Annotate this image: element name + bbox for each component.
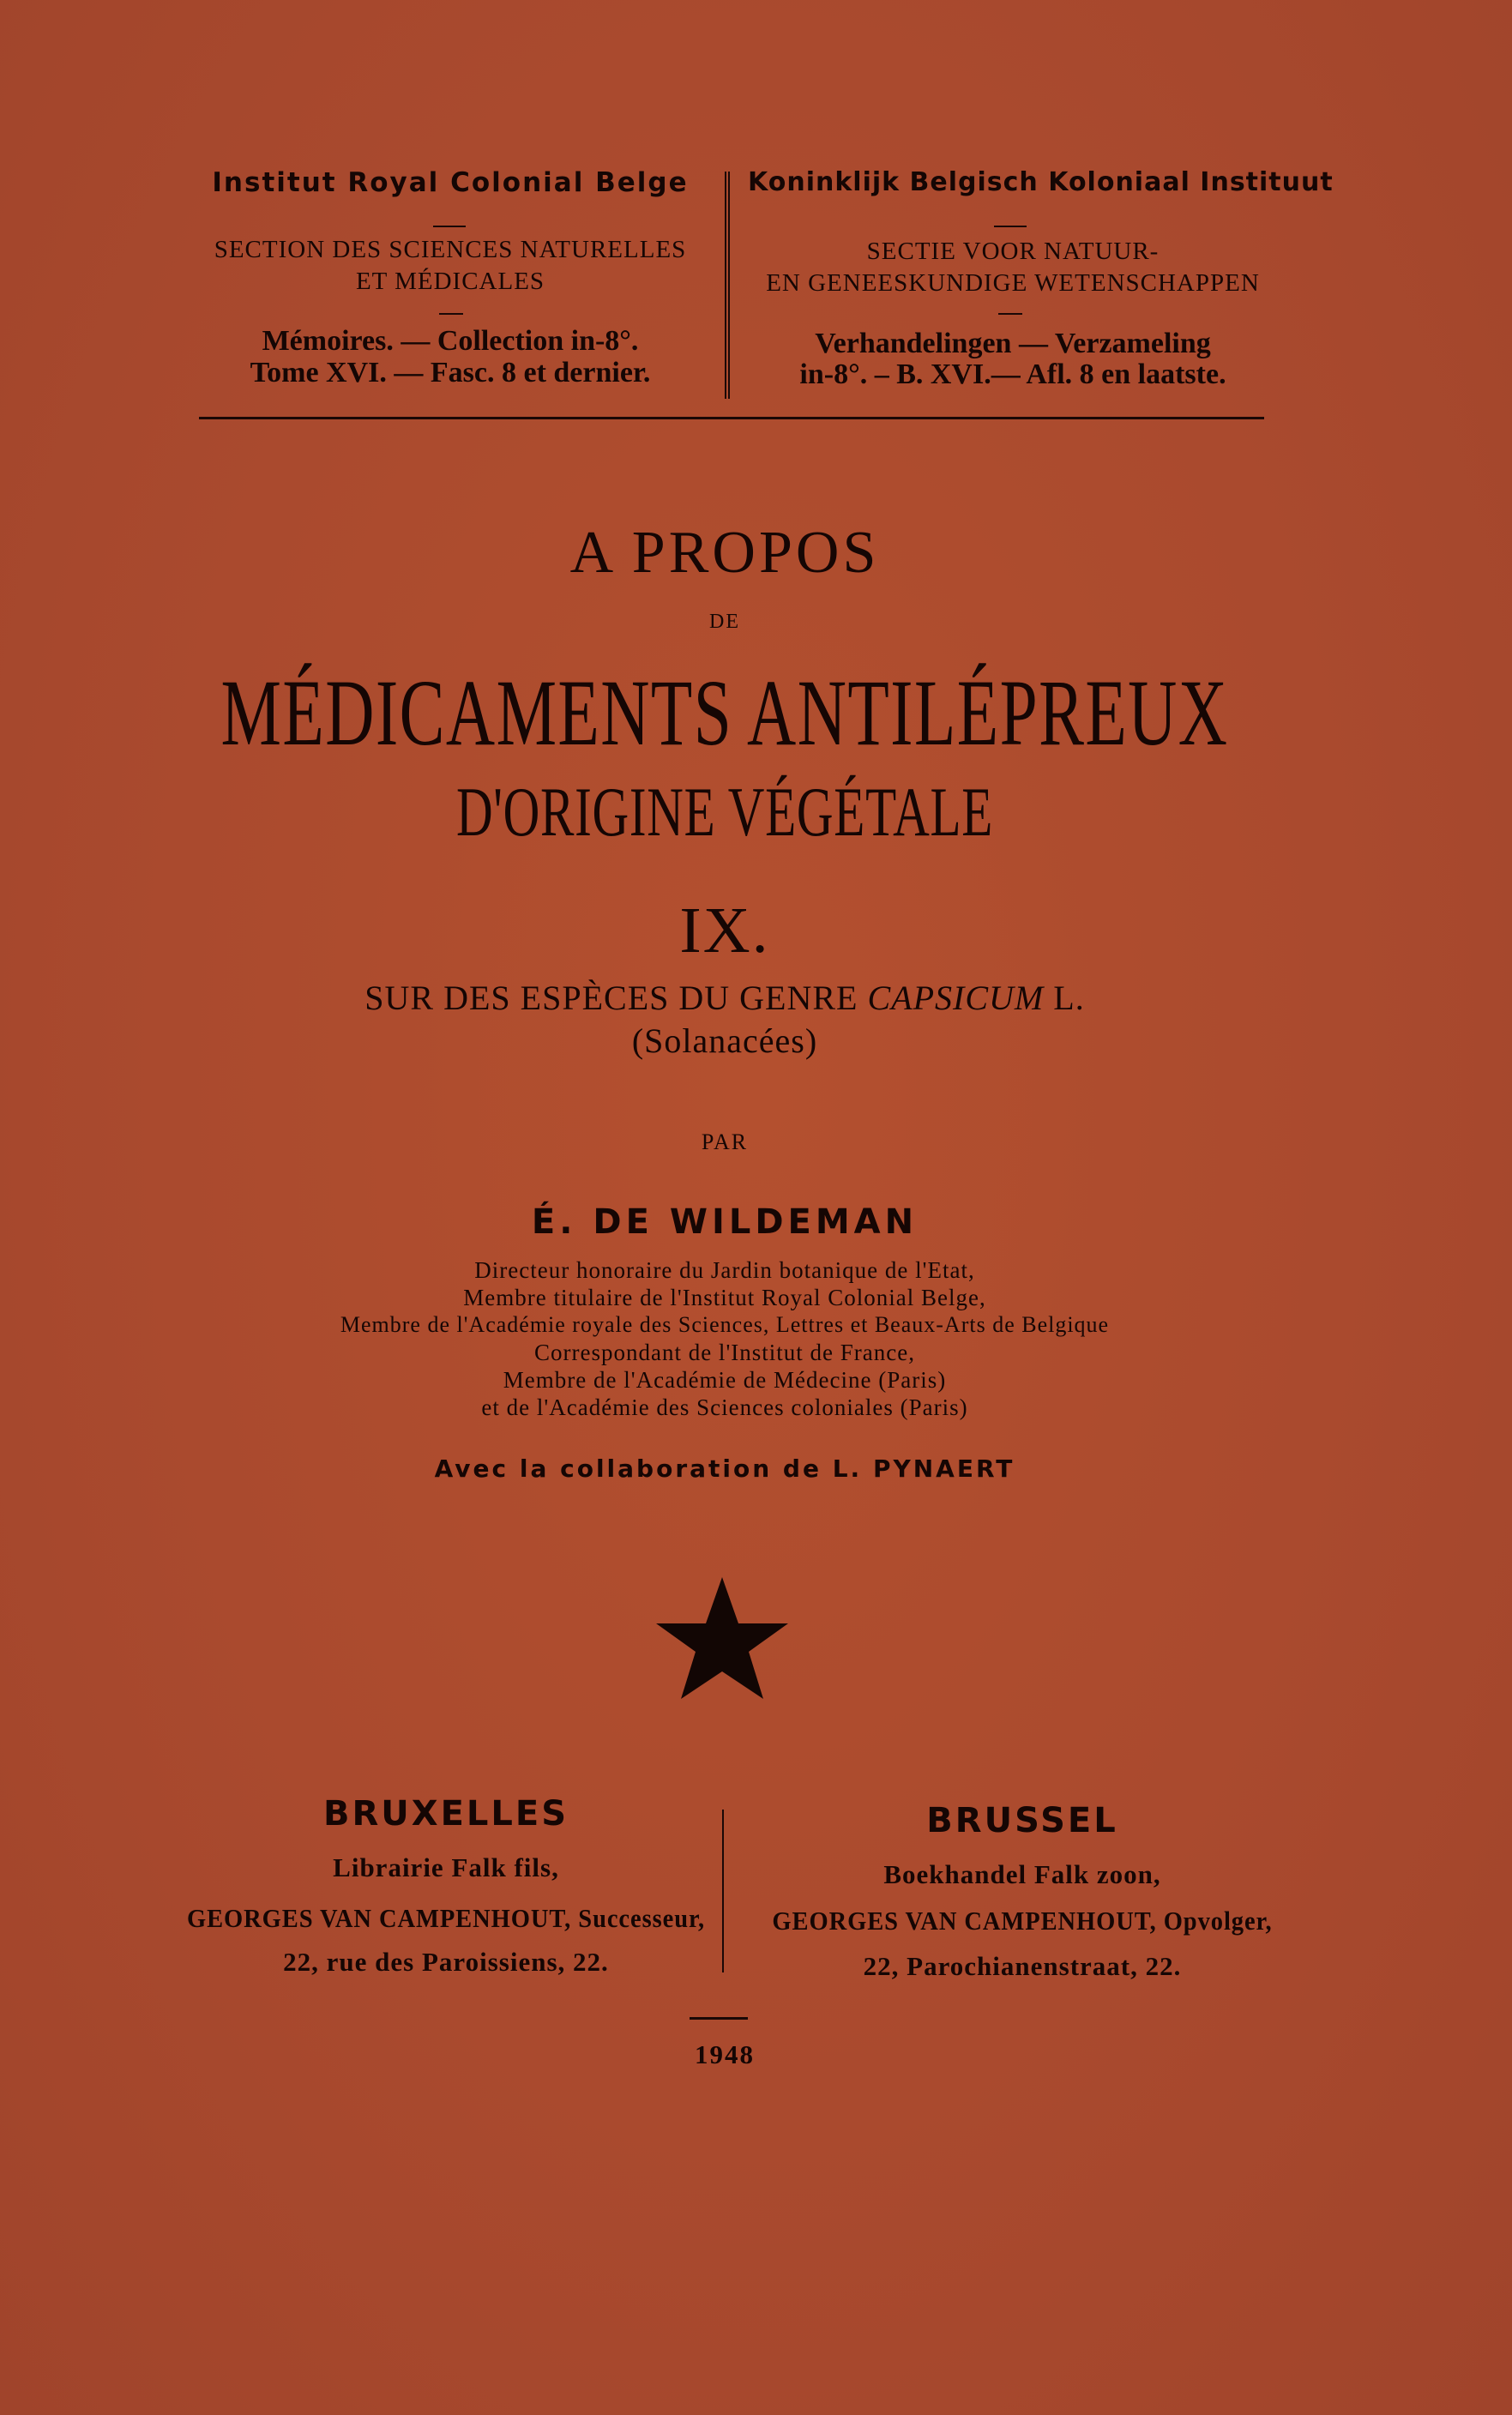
header-bottom-rule	[199, 417, 1264, 419]
credential-line: Membre de l'Académie de Médecine (Paris)	[503, 1367, 947, 1393]
star-icon	[654, 1574, 791, 1702]
part-number: IX.	[679, 894, 770, 967]
institution-header	[189, 167, 1334, 407]
publisher-fr-line-3: 22, rue des Paroissiens, 22.	[283, 1947, 609, 1977]
credential-line: Correspondant de l'Institut de France,	[533, 1340, 915, 1365]
publisher-nl-line-1: Boekhandel Falk zoon,	[883, 1859, 1161, 1889]
section-nl-line-1: SECTIE VOOR NATUUR-	[866, 238, 1160, 265]
credential-line: et de l'Académie des Sciences coloniales (Paris)	[481, 1394, 968, 1420]
publisher-fr-line-1: Librairie Falk fils,	[333, 1852, 559, 1882]
publisher-city-nl: BRUSSEL	[926, 1801, 1118, 1840]
species-prefix: SUR DES ESPÈCES DU GENRE	[364, 979, 858, 1017]
collaboration-line: Avec la collaboration de L. PYNAERT	[434, 1454, 1015, 1483]
header-left-dash	[433, 226, 466, 227]
author-credentials	[0, 1256, 1449, 1421]
header-left-column	[189, 167, 712, 407]
header-right-dash	[994, 226, 1027, 227]
section-nl-line-2: EN GENEESKUNDIGE WETENSCHAPPEN	[766, 269, 1260, 297]
publisher-nl-line-2: GEORGES VAN CAMPENHOUT, Opvolger,	[772, 1906, 1273, 1936]
publisher-nl-line-3: 22, Parochianenstraat, 22.	[863, 1951, 1182, 1981]
institution-name-fr: Institut Royal Colonial Belge	[212, 167, 689, 198]
header-right-short-rule	[998, 313, 1022, 315]
section-fr-line-2: ET MÉDICALES	[355, 268, 545, 295]
verhandelingen-line: Verhandelingen — Verzameling	[815, 328, 1211, 359]
title-de: DE	[709, 611, 740, 633]
section-fr-line-1: SECTION DES SCIENCES NATURELLES	[214, 236, 687, 263]
publisher-divider	[722, 1810, 724, 1972]
year-rule	[690, 2017, 748, 2020]
publisher-city-fr: BRUXELLES	[322, 1794, 569, 1834]
main-title: MÉDICAMENTS ANTILÉPREUX	[220, 660, 1229, 765]
title-prefix: A PROPOS	[569, 520, 880, 586]
memoires-collection-line: Mémoires. — Collection in-8°.	[262, 325, 639, 357]
capsicum-genus: CAPSICUM	[867, 979, 1045, 1017]
band-line: in-8°. – B. XVI.— Afl. 8 en laatste.	[799, 358, 1226, 390]
institution-name-nl: Koninklijk Belgisch Koloniaal Instituut	[748, 167, 1334, 197]
header-double-divider	[725, 172, 730, 399]
header-right-column	[748, 167, 1334, 407]
credential-line: Membre titulaire de l'Institut Royal Colonial Belge,	[463, 1285, 986, 1310]
tome-fascicle-line: Tome XVI. — Fasc. 8 et dernier.	[250, 357, 651, 388]
species-suffix: L.	[1053, 979, 1085, 1017]
family-line: (Solanacées)	[631, 1021, 818, 1060]
credential-line: Directeur honoraire du Jardin botanique de l'Etat,	[474, 1257, 975, 1283]
header-left-short-rule	[439, 313, 463, 315]
publication-year: 1948	[695, 2039, 755, 2069]
credential-line: Membre de l'Académie royale des Sciences, Lettres et Beaux-Arts de Belgique	[340, 1312, 1110, 1337]
origin-subtitle: D'ORIGINE VÉGÉTALE	[455, 773, 994, 851]
publisher-fr-line-2: GEORGES VAN CAMPENHOUT, Successeur,	[187, 1903, 705, 1933]
author-name: É. DE WILDEMAN	[531, 1202, 919, 1242]
species-line	[0, 978, 1449, 1018]
par-label: PAR	[701, 1129, 749, 1154]
